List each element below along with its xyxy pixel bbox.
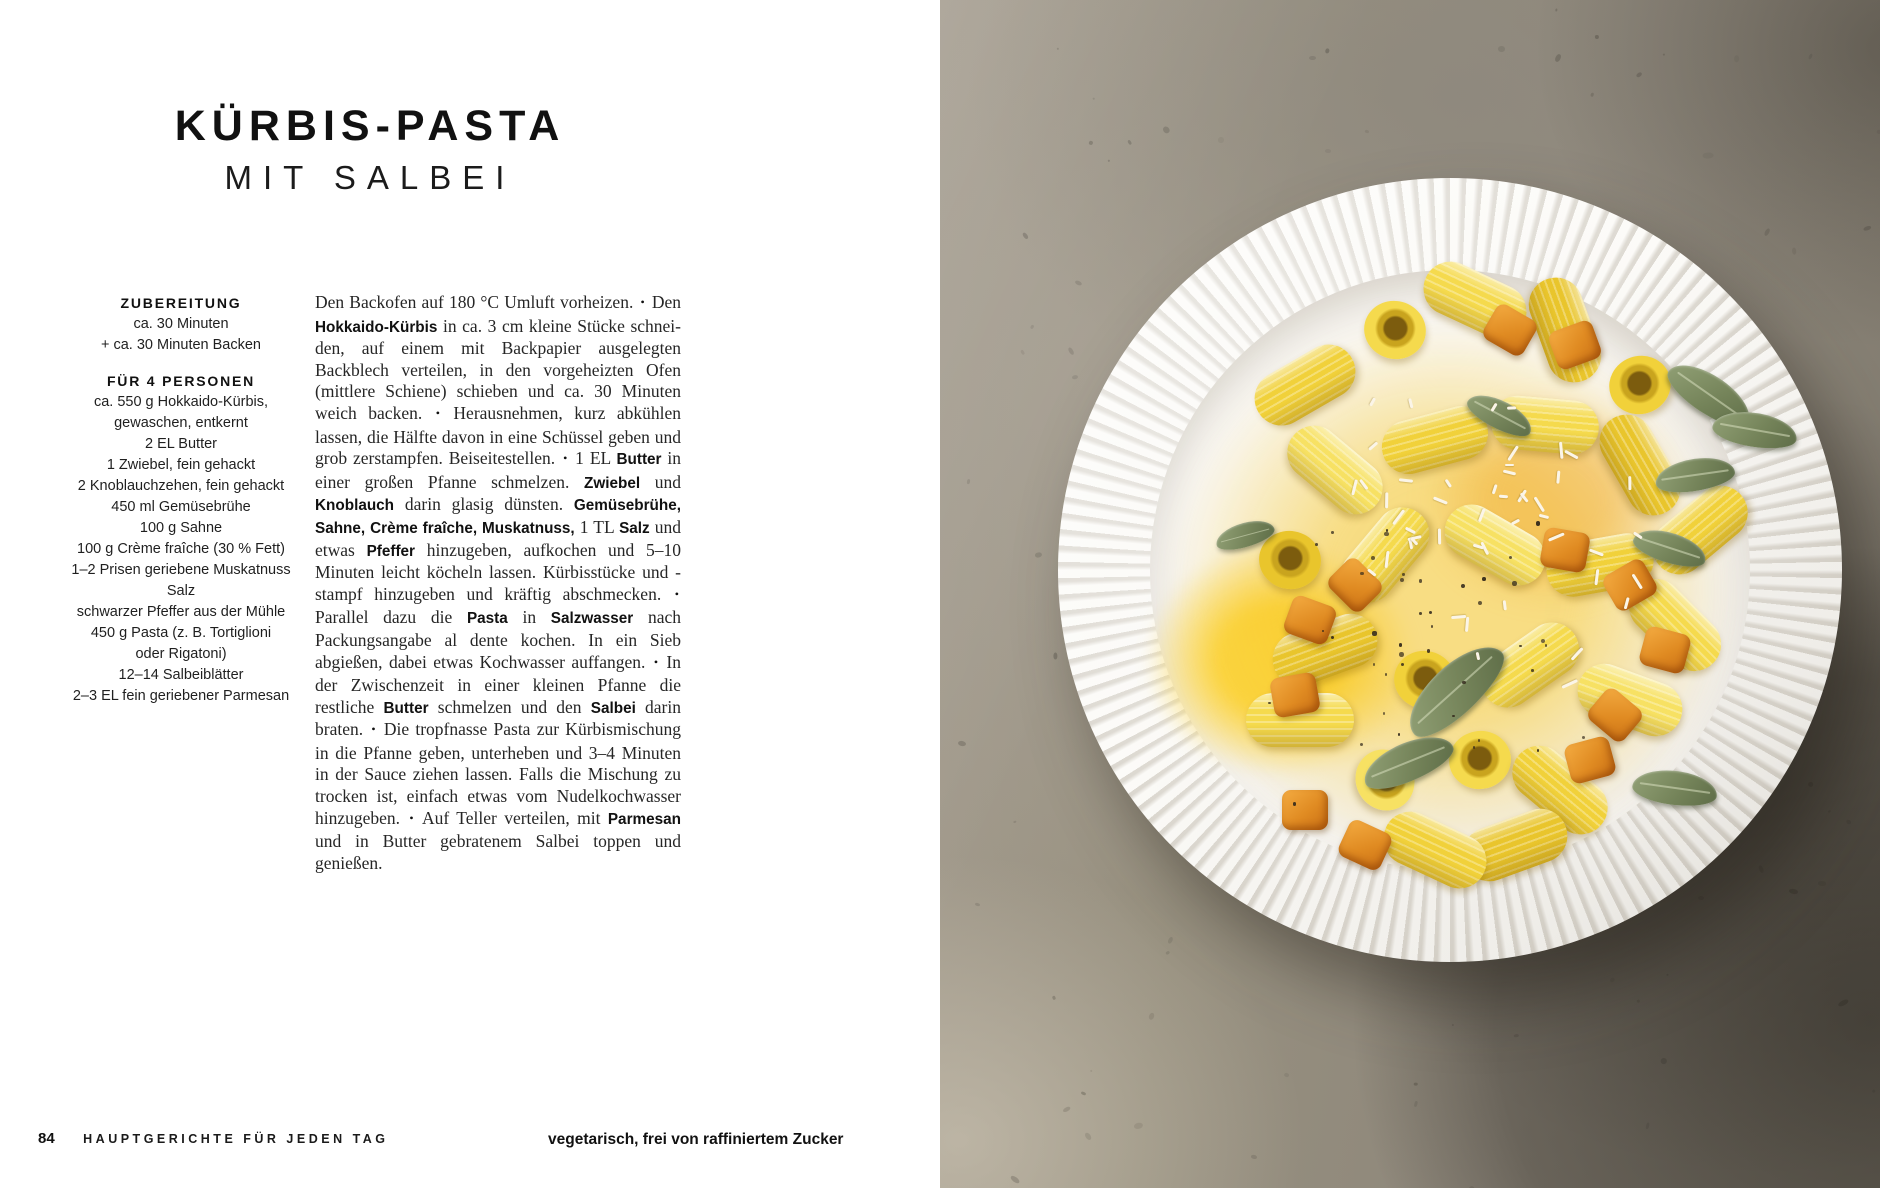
- instruction-text: 1 TL: [574, 516, 620, 537]
- recipe-title-line1: KÜRBIS-PASTA: [174, 102, 566, 150]
- parmesan-shred: [1629, 476, 1632, 490]
- sage-leaf-vein: [1720, 423, 1791, 437]
- page-number: 84: [38, 1130, 55, 1147]
- pepper-fleck: [1541, 639, 1545, 643]
- bullet-separator: •: [435, 405, 440, 420]
- sage-leaf-vein: [1640, 538, 1700, 559]
- pasta-dish: [940, 0, 1880, 1188]
- photo: [940, 0, 1880, 1188]
- bullet-separator: •: [674, 586, 679, 601]
- ingredient-keyword: Salzwasser: [550, 610, 634, 628]
- prep-line: ca. 30 Minuten: [133, 316, 229, 332]
- instruction-text: und etwas: [315, 516, 682, 560]
- pepper-fleck: [1431, 625, 1434, 628]
- prep-header: ZUBEREITUNG: [120, 295, 242, 311]
- pepper-fleck: [1402, 573, 1404, 575]
- ingredient-line: 450 g Pasta (z. B. Tortiglioni: [90, 625, 272, 641]
- ingredient-line: 100 g Sahne: [139, 520, 223, 536]
- prep-lines: [30, 314, 332, 356]
- pepper-fleck: [1537, 749, 1540, 752]
- pepper-fleck: [1322, 630, 1324, 632]
- pepper-fleck: [1462, 681, 1465, 684]
- ingredient-line: 450 ml Gemüsebrühe: [111, 499, 251, 515]
- ingredient-line: schwarzer Pfeffer aus der Mühle: [76, 604, 286, 620]
- ingredient-keyword: Pasta: [466, 610, 508, 628]
- bullet-separator: •: [563, 451, 568, 466]
- chapter-label: HAUPTGERICHTE FÜR JEDEN TAG: [83, 1132, 389, 1146]
- pepper-fleck: [1398, 733, 1401, 736]
- instruction-text: in einer großen Pfanne schmelzen.: [315, 448, 682, 492]
- instruction-text: hinzugeben, aufkochen und 5–10 Minuten leicht köcheln lassen. Kürbisstücke und -stampf hinzugeben und kräftig abschmecken.: [315, 539, 681, 604]
- recipe-title-line2: MIT SALBEI: [224, 159, 516, 197]
- sage-leaf-vein: [1640, 782, 1711, 794]
- sage-leaf-vein: [1662, 470, 1729, 481]
- bullet-separator: •: [409, 810, 414, 825]
- recipe-title: [60, 103, 680, 197]
- bullet-separator: •: [640, 295, 645, 309]
- ingredient-keyword: Zwiebel: [583, 474, 641, 492]
- ingredient-line: gewaschen, entkernt: [114, 415, 248, 431]
- pepper-fleck: [1531, 669, 1534, 672]
- pepper-fleck: [1478, 739, 1481, 742]
- pepper-fleck: [1399, 643, 1402, 646]
- ingredient-line: oder Rigatoni): [135, 646, 227, 662]
- bullet-separator: •: [653, 654, 659, 669]
- ingredient-line: 1 Zwiebel, fein gehackt: [106, 457, 256, 473]
- ingredient-keyword: Hokkaido-Kürbis: [315, 318, 438, 336]
- pumpkin-piece: [1539, 526, 1591, 573]
- ingredient-line: ca. 550 g Hokkaido-Kürbis,: [93, 394, 269, 410]
- ingredient-keyword: Salz: [619, 519, 650, 537]
- sage-leaf-vein: [1221, 528, 1270, 543]
- sage-leaf-vein: [1677, 371, 1743, 418]
- instruction-text: in ca. 3 cm kleine Stücke schneiden, auf einem mit Backpapier ausgelegten Backblech verteilen, in den vorgeheizten Ofen (mittlere Schiene) schieben und ca. 30 Minuten weich backen.: [315, 315, 681, 423]
- servings-header: FÜR 4 PERSONEN: [106, 373, 256, 389]
- ingredient-line: 2–3 EL fein geriebener Parmesan: [72, 688, 290, 704]
- pepper-fleck: [1293, 802, 1296, 805]
- instruction-text: Die tropfnasse Pasta zur Kürbismischung in die Pfanne geben, unterheben und 3–4 Minuten in der Sauce ziehen lassen. Falls die Mischung zu trocken ist, einfach etwas vom Nudelkochwasser hinzugeben.: [315, 719, 681, 828]
- pepper-fleck: [1268, 702, 1270, 704]
- ingredient-line: 2 Knoblauchzehen, fein gehackt: [77, 478, 285, 494]
- pepper-fleck: [1360, 572, 1364, 576]
- pepper-fleck: [1331, 531, 1334, 534]
- parmesan-shred: [1439, 528, 1442, 544]
- ingredient-keyword: Butter: [616, 451, 662, 469]
- parmesan-shred: [1505, 464, 1514, 467]
- pepper-fleck: [1427, 649, 1430, 652]
- pumpkin-piece: [1269, 671, 1321, 718]
- footer-left: [38, 1130, 389, 1148]
- ingredient-keyword: Salbei: [590, 699, 636, 717]
- pepper-fleck: [1419, 612, 1422, 615]
- instruction-text: darin glasig dünsten.: [394, 494, 574, 515]
- pumpkin-piece: [1282, 790, 1328, 830]
- pepper-fleck: [1372, 631, 1376, 635]
- instruction-text: in: [507, 607, 551, 628]
- ingredient-line: 12–14 Salbeiblätter: [118, 667, 244, 683]
- pepper-fleck: [1509, 556, 1512, 559]
- instruction-text: und: [640, 471, 681, 492]
- ingredient-keyword: Pfeffer: [366, 542, 416, 560]
- ingredient-line: 100 g Crème fraîche (30 % Fett): [77, 541, 285, 557]
- instructions-text: [315, 292, 681, 874]
- instruction-text: nach Packungsangabe al dente kochen. In ein Sieb abgießen, dabei etwas Kochwasser auffangen.: [315, 607, 681, 672]
- pepper-fleck: [1536, 521, 1540, 525]
- bullet-separator: •: [371, 722, 376, 737]
- diet-note: vegetarisch, frei von raffiniertem Zucker: [548, 1131, 844, 1148]
- ingredient-lines: [30, 392, 332, 707]
- instruction-text: Auf Teller verteilen, mit: [415, 807, 608, 828]
- pepper-fleck: [1512, 581, 1516, 585]
- pepper-fleck: [1399, 652, 1403, 656]
- pepper-fleck: [1482, 577, 1486, 581]
- prep-line: + ca. 30 Minuten Backen: [100, 337, 261, 353]
- ingredient-keyword: Butter: [383, 699, 429, 717]
- ingredient-line: 2 EL Butter: [144, 436, 217, 452]
- ingredient-keyword: Knoblauch: [315, 497, 395, 515]
- instruction-text: und in Butter gebratenem Salbei toppen und genießen.: [315, 831, 681, 873]
- ingredient-keyword: Parmesan: [607, 810, 681, 828]
- instruction-text: Herausnehmen, kurz abkühlen lassen, die Hälfte davon in eine Schüssel geben und grob zerstampfen. Beiseitestellen.: [315, 402, 681, 469]
- instruction-text: In der Zwischenzeit in einer kleinen Pfanne die restliche: [315, 651, 682, 717]
- instruction-text: darin braten.: [315, 696, 681, 740]
- ingredient-keyword: Gemüsebrühe, Sahne, Crème fraîche, Muskatnuss,: [315, 497, 681, 537]
- instruction-text: Den Backofen auf 180 °C Umluft vorheizen.: [315, 292, 639, 312]
- ingredients-column: [30, 293, 332, 707]
- instruction-text: 1 EL: [569, 448, 617, 469]
- pepper-fleck: [1582, 736, 1585, 739]
- instruction-text: schmelzen und den: [428, 696, 591, 717]
- pepper-fleck: [1315, 543, 1318, 546]
- instruction-text: Parallel dazu die: [315, 607, 467, 628]
- pepper-fleck: [1419, 579, 1422, 582]
- ingredient-line: 1–2 Prisen geriebene Muskatnuss: [71, 562, 291, 578]
- instruction-text: Den: [646, 292, 681, 312]
- parmesan-shred: [1499, 495, 1509, 498]
- pepper-fleck: [1545, 644, 1547, 646]
- ingredient-line: Salz: [166, 583, 196, 599]
